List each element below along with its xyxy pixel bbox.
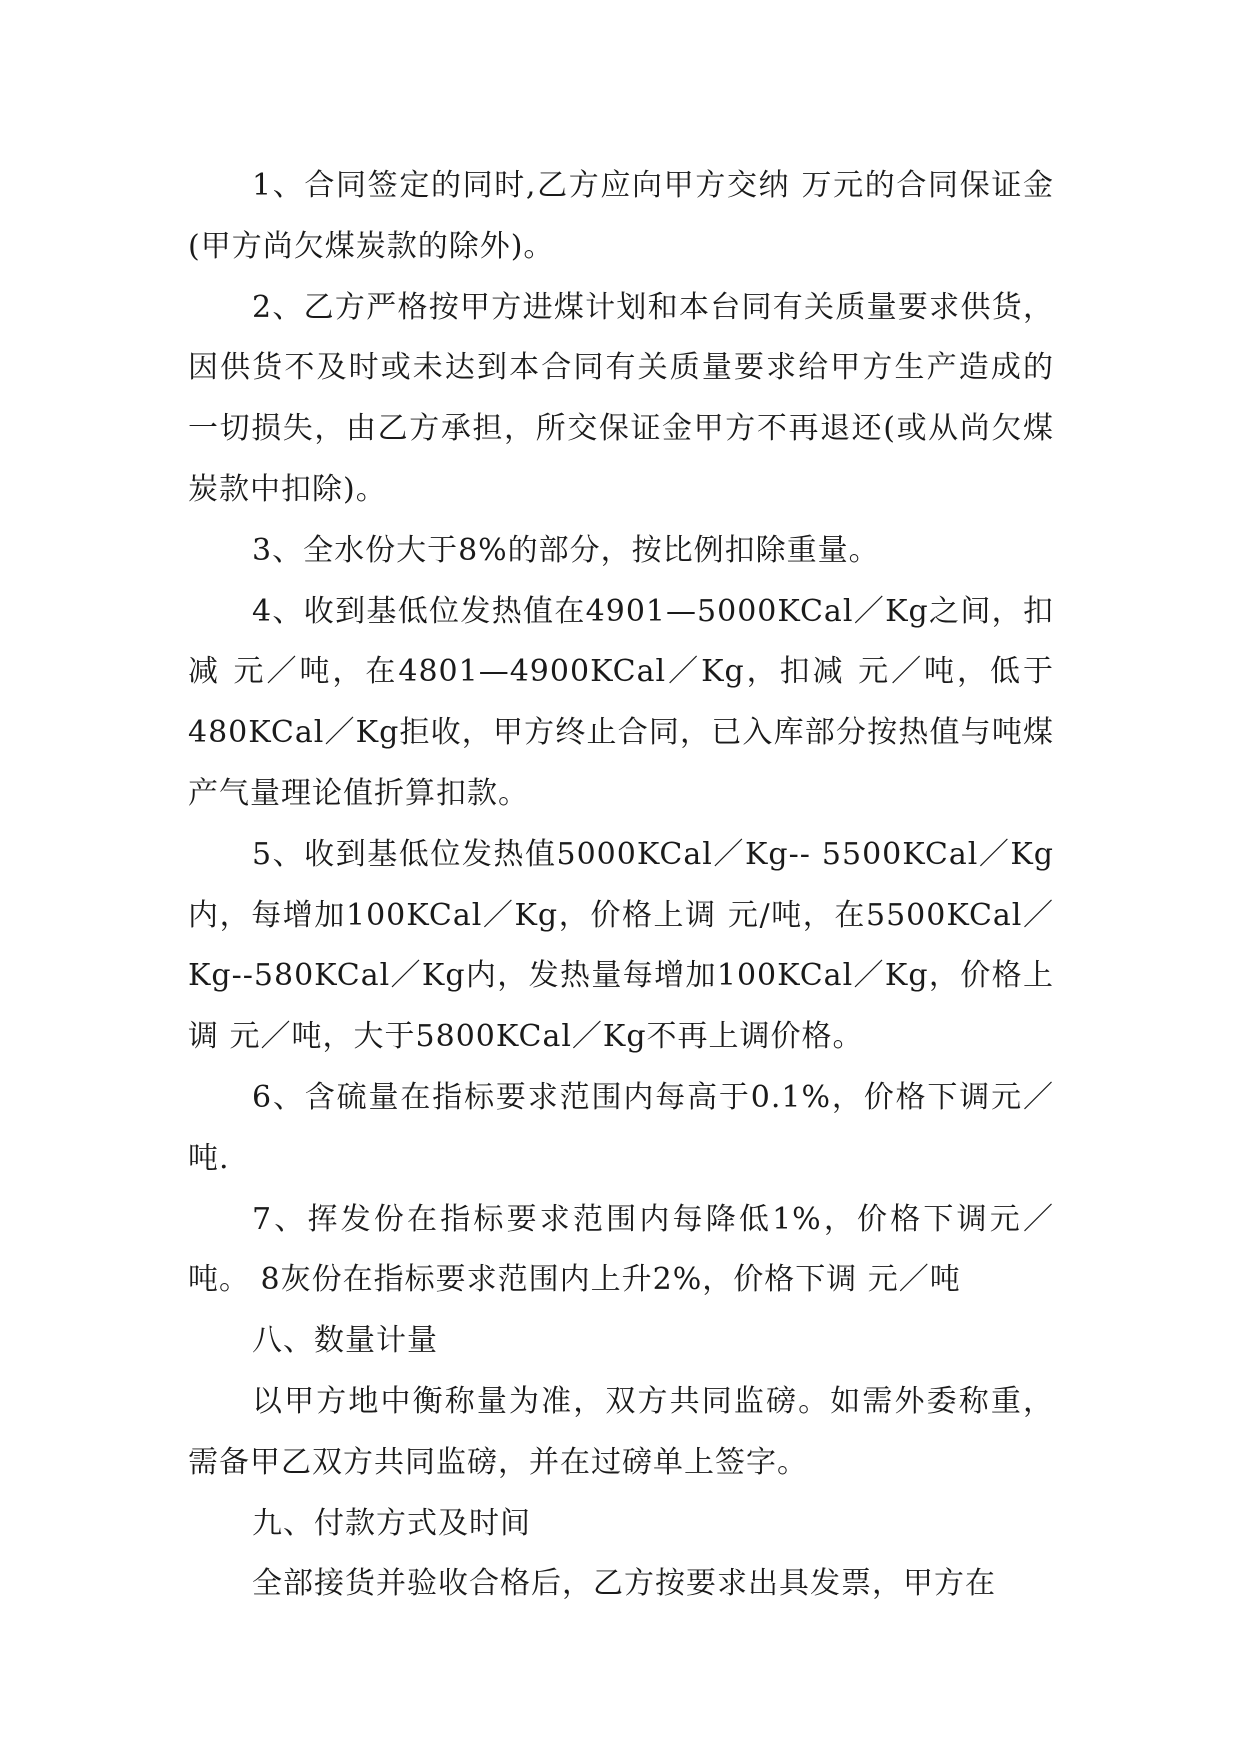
clause-5-calorific-bonus: 5、收到基低位发热值5000KCal／Kg-- 5500KCal／Kg内，每增加100KCal／Kg，价格上调 元/吨，在5500KCal／Kg--580KCal／Kg内，发热量每增加100KCal／Kg，价格上调 元／吨，大于5800KCal／Kg不再上调价格。 (188, 836, 1054, 1055)
section-heading-quantity: 八、数量计量 (252, 1323, 438, 1359)
clause-4-calorific-deduction: 4、收到基低位发热值在4901—5000KCal／Kg之间，扣减 元／吨，在4801—4900KCal／Kg，扣减 元／吨，低于480KCal／Kg拒收，甲方终止合同，已入库部分按热值与吨煤产气量理论值折算扣款。 (188, 593, 1054, 811)
document-body (188, 156, 1054, 1615)
clause-1-deposit: 1、合同签定的同时,乙方应向甲方交纳 万元的合同保证金(甲方尚欠煤炭款的除外)。 (188, 168, 1054, 264)
clause-3-moisture: 3、全水份大于8%的部分，按比例扣除重量。 (252, 532, 880, 568)
clause-6-sulfur: 6、含硫量在指标要求范围内每高于0.1%，价格下调元／吨. (188, 1079, 1054, 1176)
payment-text: 全部接货并验收合格后，乙方按要求出具发票，甲方在 (252, 1566, 996, 1602)
section-heading-payment: 九、付款方式及时间 (252, 1505, 531, 1541)
clause-2-supply-quality: 2、乙方严格按甲方进煤计划和本台同有关质量要求供货，因供货不及时或未达到本合同有关质量要求给甲方生产造成的一切损失，由乙方承担，所交保证金甲方不再退还(或从尚欠煤炭款中扣除)。 (188, 289, 1054, 507)
clause-7-volatile-ash: 7、挥发份在指标要求范围内每降低1%，价格下调元／吨。 8灰份在指标要求范围内上升2%，价格下调 元／吨 (188, 1201, 1054, 1298)
quantity-measurement-text: 以甲方地中衡称量为准，双方共同监磅。如需外委称重，需备甲乙双方共同监磅，并在过磅单上签字。 (188, 1383, 1054, 1480)
